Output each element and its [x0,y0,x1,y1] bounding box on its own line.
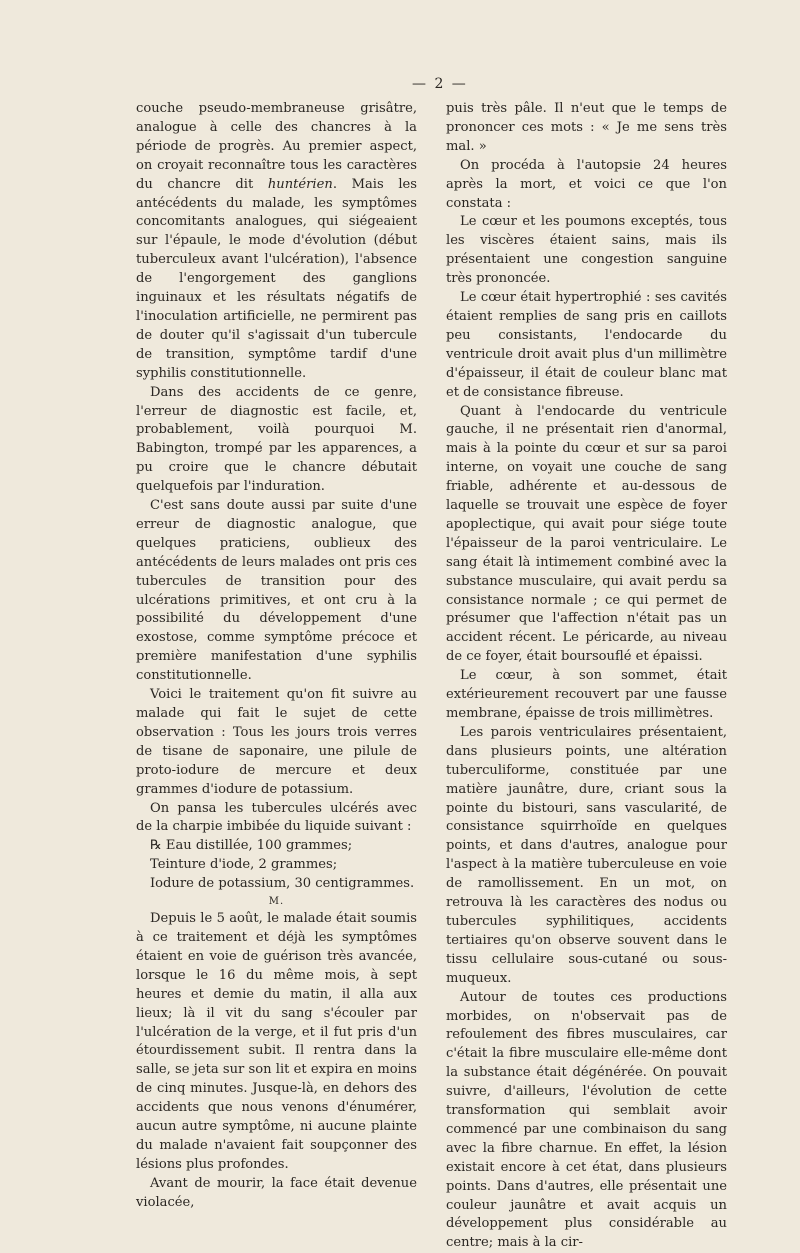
paragraph: Les parois ventriculaires présentaient, dans plusieurs points, une altération tuberculiforme, constituée par une matière jaunâtre, dure, criant sous la pointe du bistouri, sans vascularité, de consistance squirrhoïde en quelques points, et dans d'autres, analogue pour l'aspect à la matière tuberculeuse en voie de ramollissement. En un mot, on retrouva là les caractères des nodus ou tubercules syphilitiques, accidents tertiaires qu'on observe souvent dans le tissu cellulaire sous-cutané ou sous-muqueux. [446,724,727,986]
paragraph: On procéda à l'autopsie 24 heures après la mort, et voici ce que l'on constata : [446,157,727,211]
paragraph: Voici le traitement qu'on fit suivre au malade qui fait le sujet de cette observation : Tous les jours trois verres de tisane de saponaire, une pilule de proto-iodure de mercure et deux grammes d'iodure de potassium. [136,687,417,797]
paragraph: Dans des accidents de ce genre, l'erreur de diagnostic est facile, et, probablement, voilà pourquoi M. Babington, trompé par les apparences, a pu croire que le chancre débutait quelquefois par l'induration. [136,384,417,495]
paragraph: Avant de mourir, la face était devenue violacée, [136,1175,417,1210]
paragraph: Quant à l'endocarde du ventricule gauche, il ne présentait rien d'anormal, mais à la pointe du cœur et sur sa paroi interne, on voyait une couche de sang friable, adhérente et au-dessous de laquelle se trouvait une espèce de foyer apoplectique, qui avait pour siége toute l'épaisseur de la paroi ventriculaire. Le sang était là intimement combiné avec la substance musculaire, qui avait perdu sa consistance normale ; ce qui permet de présumer que l'affection n'était pas un accident récent. Le péricarde, au niveau de ce foyer, était boursouflé et épaissi. [446,403,727,665]
paragraph: puis très pâle. Il n'eut que le temps de prononcer ces mots : « Je me sens très mal. » [446,101,727,154]
paragraph: Le cœur et les poumons exceptés, tous les viscères étaient sains, mais ils présentaient une congestion sanguine très prononcée. [446,214,727,287]
right-column [446,100,727,1253]
paragraph: couche pseudo-membraneuse grisâtre, analogue à celle des chancres à la période de progrès. Au premier aspect, on croyait reconnaître tous les caractères du chancre dit huntérien. Mais les antécédents du malade, les symptômes concomitants analogues, qui siégeaient sur l'épaule, le mode d'évolution (début tuberculeux avant l'ulcération), l'absence de l'engorgement des ganglions inguinaux et les résultats négatifs de l'inoculation artificielle, ne permirent pas de douter qu'il s'agissait d'un tubercule de transition, symptôme tardif d'une syphilis constitutionnelle. [136,101,417,381]
prescription-line: ℞ Eau distillée, 100 grammes; [150,838,353,854]
italic-term: huntérien [267,176,333,192]
paragraph: Le cœur était hypertrophié : ses cavités étaient remplies de sang pris en caillots peu consistants, l'endocarde du ventricule droit avait plus d'un millimètre d'épaisseur, il était de couleur blanc mat et de consistance fibreuse. [446,290,727,400]
paragraph: Depuis le 5 août, le malade était soumis à ce traitement et déjà les symptômes étaient en voie de guérison très avancée, lorsque le 16 du même mois, à sept heures et demie du matin, il alla aux lieux; là il vit du sang s'écouler par l'ulcération de la verge, et il fut pris d'un étourdissement subit. Il rentra dans la salle, se jeta sur son lit et expira en moins de cinq minutes. Jusque-là, en dehors des accidents que nous venons d'énumérer, aucun autre symptôme, ni aucune plainte du malade n'avaient fait soupçonner des lésions plus profondes. [136,911,417,1172]
paragraph: C'est sans doute aussi par suite d'une erreur de diagnostic analogue, que quelques praticiens, oublieux des antécédents de leurs malades ont pris ces tubercules de transition pour des ulcérations primitives, et ont cru à la possibilité du développement d'une exostose, comme symptôme précoce et première manifestation d'une syphilis constitutionnelle. [136,498,417,684]
paragraph: Le cœur, à son sommet, était extérieurement recouvert par une fausse membrane, épaisse de trois millimètres. [446,668,727,721]
document-page: — 2 — couche pseudo-membraneuse grisâtre, analogue à celle des chancres à la période de progrès. Au premier aspect, on croyait reconnaître tous les caractères du chancre dit huntérien. Mais les antécédents du malade, les symptômes concomitants analogues, qui siégeaient sur l'épaule, le mode d'évolution (début tuberculeux avant l'ulcération), l'absence de l'engorgement des ganglions inguinaux et les résultats négatifs de l'inoculation artificielle, ne permirent pas de douter qu'il s'agissait d'un tubercule de transition, symptôme tardif d'une syphilis constitutionnelle. Dans des accidents de ce genre, l'erreur de diagnostic est facile, et, probablement, voilà pourquoi M. Babington, trompé par les apparences, a pu croire que le chancre débutait quelquefois par l'induration. C'est sans doute aussi par suite d'une erreur de diagnostic analogue, que quelques praticiens, oublieux des antécédents de leurs malades ont pris ces tubercules de transition pour des ulcérations primitives, et ont cru à la possibilité du développement d'une exostose, comme symptôme précoce et première manifestation d'une syphilis constitutionnelle. Voici le traitement qu'on fit suivre au malade qui fait le sujet de cette observation : Tous les jours trois verres de tisane de saponaire, une pilule de proto-iodure de mercure et deux grammes d'iodure de potassium. On pansa les tubercules ulcérés avec de la charpie imbibée du liquide suivant : ℞ Eau distillée, 100 grammes; Teinture d'iode, 2 grammes; Iodure de potassium, 30 centigrammes. M. Depuis le 5 août, le malade était soumis à ce traitement et déjà les symptômes étaient en voie de guérison très avancée, lorsque le 16 du même mois, à sept heures et demie du matin, il alla aux lieux; là il vit du sang s'écouler par l'ulcération de la verge, et il fut pris d'un étourdissement subit. Il rentra dans la salle, se jeta sur son lit et expira en moins de cinq minutes. Jusque-là, en dehors des accidents que nous venons d'énumérer, aucun autre symptôme, ni aucune plainte du malade n'avaient fait soupçonner des lésions plus profondes. Avant de mourir, la face était devenue violacée, puis très pâle. Il n'eut que le temps de prononcer ces mots : « Je me sens très mal. » On procéda à l'autopsie 24 heures après la mort, et voici ce que l'on constata : Le cœur et les poumons exceptés, tous les viscères étaient sains, mais ils présentaient une congestion sanguine très prononcée. Le cœur était hypertrophié : ses cavités étaient remplies de sang pris en caillots peu consistants, l'endocarde du ventricule droit avait plus d'un millimètre d'épaisseur, il était de couleur blanc mat et de consistance fibreuse. Quant à l'endocarde du ventricule gauche, il ne présentait rien d'anormal, mais à la pointe du cœur et sur sa paroi interne, on voyait une couche de sang friable, adhérente et au-dessous de laquelle se trouvait une espèce de foyer apoplectique, qui avait pour siége toute l'épaisseur de la paroi ventriculaire. Le sang était là intimement combiné avec la substance musculaire, qui avait perdu sa consistance normale ; ce qui permet de présumer que l'affection n'était pas un accident récent. Le péricarde, au niveau de ce foyer, était boursouflé et épaissi. Le cœur, à son sommet, était extérieurement recouvert par une fausse membrane, épaisse de trois millimètres. Les parois ventriculaires présentaient, dans plusieurs points, une altération tuberculiforme, constituée par une matière jaunâtre, dure, criant sous la pointe du bistouri, sans vascularité, de consistance squirrhoïde en quelques points, et dans d'autres, analogue pour l'aspect à la matière tuberculeuse en voie de ramollissement. En un mot, on retrouva là les caractères des nodus ou tubercules syphilitiques, accidents tertiaires qu'on observe souvent dans le tissu cellulaire sous-cutané ou sous-muqueux. Autour de toutes ces productions morbides, on n'observait pas de refoulement des fibres musculaires, car c'était la fibre musculaire elle-même dont la substance était dégénérée. On pouvait suivre, d'ailleurs, l'évolution de cette transformation qui semblait avoir commencé par une combinaison du sang avec la fibre charnue. En effet, la lésion existait encore à cet état, dans plusieurs points. Dans d'autres, elle présentait une couleur jaunâtre et avait acquis un développement plus considérable au centre; mais à la cir- [0,0,800,1109]
prescription-line: Teinture d'iode, 2 grammes; [150,857,338,873]
left-column [136,100,417,1213]
paragraph: On pansa les tubercules ulcérés avec de la charpie imbibée du liquide suivant : [136,800,417,835]
paragraph: Autour de toutes ces productions morbides, on n'observait pas de refoulement des fibres musculaires, car c'était la fibre musculaire elle-même dont la substance était dégénérée. On pouvait suivre, d'ailleurs, l'évolution de cette transformation qui semblait avoir commencé par une combinaison du sang avec la fibre charnue. En effet, la lésion existait encore à cet état, dans plusieurs points. Dans d'autres, elle présentait une couleur jaunâtre et avait acquis un développement plus considérable au centre; mais à la cir- [446,989,727,1251]
prescription-line: Iodure de potassium, 30 centigrammes. [150,876,415,892]
prescription-signature: M. [268,896,285,908]
